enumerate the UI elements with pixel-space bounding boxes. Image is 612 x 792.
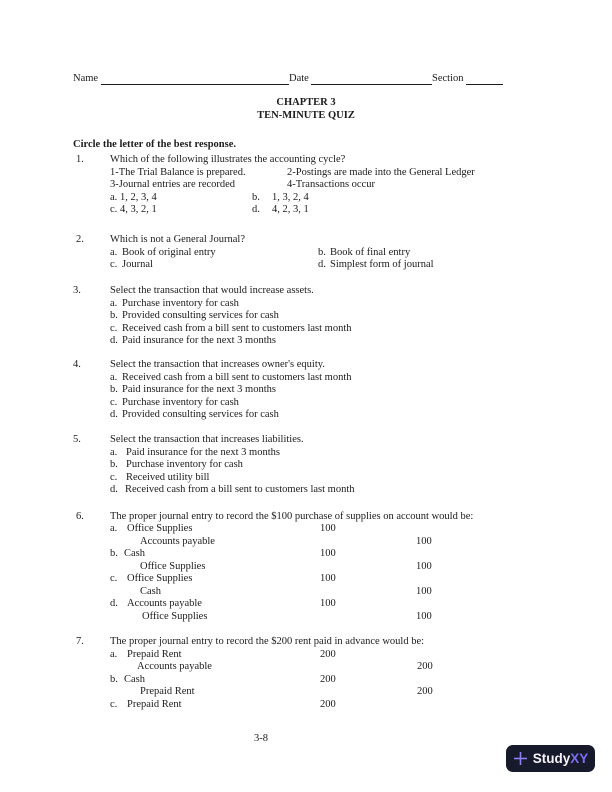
option-text: 4, 3, 2, 1 bbox=[120, 204, 157, 215]
journal-debit-account: Cash bbox=[124, 548, 145, 559]
date-label: Date bbox=[289, 73, 309, 84]
section-blank-line bbox=[466, 73, 503, 85]
option-text: Book of original entry bbox=[122, 246, 216, 258]
journal-credit-amount: 200 bbox=[417, 686, 433, 697]
journal-credit-amount: 100 bbox=[416, 585, 432, 597]
brand-study: Study bbox=[532, 751, 571, 766]
journal-debit-account: Accounts payable bbox=[127, 598, 202, 609]
option-text: Received cash from a bill sent to customers last month bbox=[122, 322, 352, 334]
journal-debit-account: Office Supplies bbox=[127, 523, 193, 534]
option-letter: c. bbox=[110, 259, 118, 270]
date-blank-line bbox=[311, 73, 432, 85]
plus-icon bbox=[513, 751, 528, 766]
option-letter: d. bbox=[318, 259, 326, 270]
option-text: Provided consulting services for cash bbox=[122, 409, 279, 420]
journal-debit-amount: 100 bbox=[320, 523, 336, 534]
option-text: 4, 2, 3, 1 bbox=[272, 204, 309, 215]
option-letter: a. bbox=[110, 191, 118, 203]
journal-debit-account: Prepaid Rent bbox=[127, 648, 182, 660]
journal-debit-amount: 200 bbox=[320, 698, 336, 710]
journal-credit-account: Accounts payable bbox=[137, 661, 212, 672]
option-text: Purchase inventory for cash bbox=[126, 459, 243, 470]
journal-debit-amount: 200 bbox=[320, 673, 336, 685]
question-stem: Which of the following illustrates the accounting cycle? bbox=[110, 154, 346, 165]
option-letter: b. bbox=[110, 673, 118, 685]
option-text: Journal bbox=[122, 259, 153, 270]
journal-debit-account: Office Supplies bbox=[127, 573, 193, 584]
option-letter: d. bbox=[110, 335, 118, 346]
option-text: Purchase inventory for cash bbox=[122, 396, 239, 408]
journal-credit-account: Prepaid Rent bbox=[140, 686, 195, 697]
question-number: 2. bbox=[76, 234, 84, 245]
question-stem: Select the transaction that would increase assets. bbox=[110, 285, 314, 296]
question-number: 7. bbox=[76, 636, 84, 647]
option-letter: a. bbox=[110, 246, 118, 258]
question-number: 4. bbox=[73, 359, 81, 370]
list-item: 3-Journal entries are recorded bbox=[110, 179, 236, 190]
option-letter: b. bbox=[110, 310, 118, 321]
option-text: 1, 3, 2, 4 bbox=[272, 191, 309, 203]
brand-text bbox=[533, 745, 589, 772]
journal-credit-account: Cash bbox=[140, 585, 161, 597]
journal-debit-amount: 100 bbox=[320, 573, 336, 584]
journal-credit-amount: 100 bbox=[416, 560, 432, 572]
option-text: Received cash from a bill sent to customers last month bbox=[125, 484, 355, 495]
section-label: Section bbox=[432, 73, 464, 84]
name-label: Name bbox=[73, 73, 99, 84]
option-letter: d. bbox=[110, 598, 118, 609]
option-letter: d. bbox=[252, 204, 260, 215]
option-letter: c. bbox=[110, 471, 118, 483]
question-stem: The proper journal entry to record the $200 rent paid in advance would be: bbox=[110, 636, 425, 647]
header-row bbox=[0, 73, 612, 86]
option-letter: b. bbox=[110, 384, 118, 395]
name-blank-line bbox=[101, 73, 289, 85]
question-stem: Select the transaction that increases liabilities. bbox=[110, 434, 304, 445]
option-text: Paid insurance for the next 3 months bbox=[122, 384, 276, 395]
option-letter: b. bbox=[110, 459, 118, 470]
option-letter: a. bbox=[110, 446, 118, 458]
option-letter: a. bbox=[110, 523, 118, 534]
option-letter: c. bbox=[110, 698, 118, 710]
journal-debit-account: Prepaid Rent bbox=[127, 698, 182, 710]
option-text: Paid insurance for the next 3 months bbox=[122, 335, 276, 346]
journal-credit-amount: 200 bbox=[417, 661, 433, 672]
option-letter: b. bbox=[110, 548, 118, 559]
option-letter: a. bbox=[110, 371, 118, 383]
quiz-title: TEN-MINUTE QUIZ bbox=[257, 109, 355, 121]
option-letter: d. bbox=[110, 409, 118, 420]
journal-credit-account: Office Supplies bbox=[142, 610, 208, 622]
option-letter: c. bbox=[110, 573, 118, 584]
option-letter: c. bbox=[110, 204, 118, 215]
option-text: Provided consulting services for cash bbox=[122, 310, 279, 321]
option-text: Received utility bill bbox=[126, 471, 210, 483]
option-text: Purchase inventory for cash bbox=[122, 297, 239, 309]
list-item: 1-The Trial Balance is prepared. bbox=[110, 166, 246, 178]
option-text: Simplest form of journal bbox=[330, 259, 434, 270]
option-letter: c. bbox=[110, 396, 118, 408]
journal-credit-amount: 100 bbox=[416, 535, 432, 547]
list-item: 4-Transactions occur bbox=[287, 179, 375, 190]
list-item: 2-Postings are made into the General Ledger bbox=[287, 166, 475, 178]
option-text: Received cash from a bill sent to customers last month bbox=[122, 371, 352, 383]
question-number: 6. bbox=[76, 510, 84, 522]
option-text: Paid insurance for the next 3 months bbox=[126, 446, 280, 458]
option-letter: d. bbox=[110, 484, 118, 495]
option-text: 1, 2, 3, 4 bbox=[120, 191, 157, 203]
question-number: 3. bbox=[73, 285, 81, 296]
question-stem: Which is not a General Journal? bbox=[110, 234, 245, 245]
option-text: Book of final entry bbox=[330, 246, 411, 258]
journal-credit-account: Office Supplies bbox=[140, 560, 206, 572]
question-stem: The proper journal entry to record the $100 purchase of supplies on account would be: bbox=[110, 510, 474, 522]
option-letter: a. bbox=[110, 648, 118, 660]
question-number: 5. bbox=[73, 434, 81, 445]
studyxy-badge bbox=[506, 745, 595, 772]
option-letter: b. bbox=[318, 246, 326, 258]
journal-debit-amount: 100 bbox=[320, 548, 336, 559]
question-stem: Select the transaction that increases owner's equity. bbox=[110, 359, 325, 370]
journal-debit-amount: 200 bbox=[320, 648, 336, 660]
chapter-title: CHAPTER 3 bbox=[276, 97, 336, 108]
option-letter: b. bbox=[252, 191, 260, 203]
option-letter: c. bbox=[110, 322, 118, 334]
question-number: 1. bbox=[76, 154, 84, 165]
journal-debit-amount: 100 bbox=[320, 598, 336, 609]
option-letter: a. bbox=[110, 297, 118, 309]
journal-debit-account: Cash bbox=[124, 673, 145, 685]
journal-credit-amount: 100 bbox=[416, 610, 432, 622]
page-number: 3-8 bbox=[254, 733, 268, 744]
instruction-text: Circle the letter of the best response. bbox=[73, 139, 237, 150]
journal-credit-account: Accounts payable bbox=[140, 535, 215, 547]
brand-xy: XY bbox=[570, 751, 589, 766]
